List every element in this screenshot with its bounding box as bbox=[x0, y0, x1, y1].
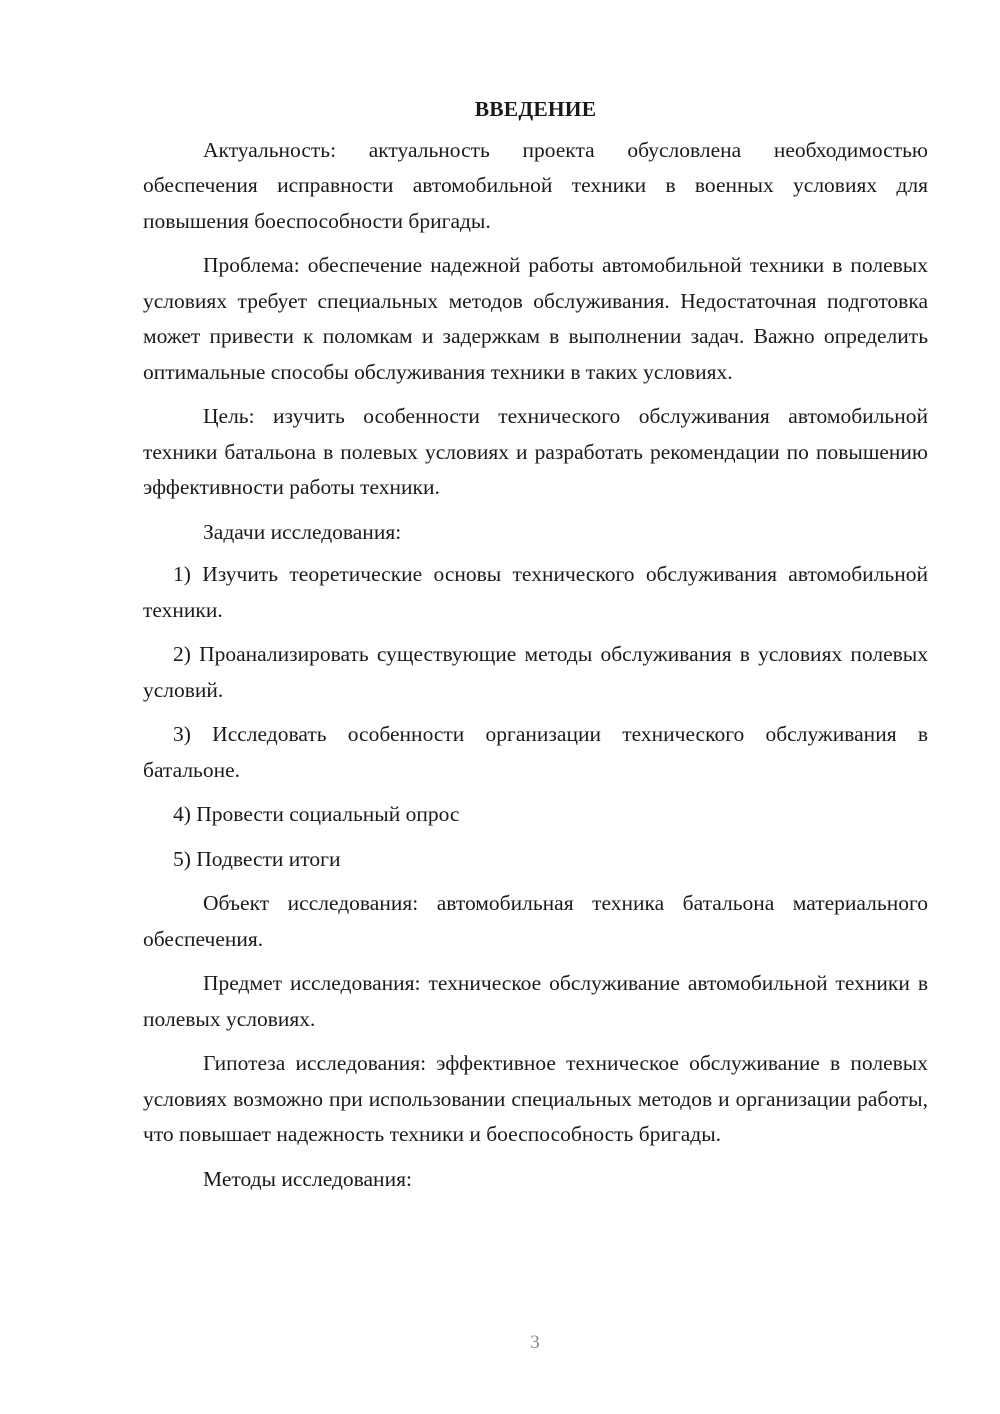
task-item-5: 5) Подвести итоги bbox=[173, 846, 341, 871]
paragraph-problem: Проблема: обеспечение надежной работы автомобильной техники в полевых условиях требует специальных методов обслуживания. Недостаточная подготовка может привести к поломкам и задержкам в выполнении задач. Важно определить оптимальные способы обслуживания техники в таких условиях. bbox=[143, 253, 928, 384]
task-item-1: 1) Изучить теоретические основы технического обслуживания автомобильной техники. bbox=[143, 562, 928, 622]
task-item-2: 2) Проанализировать существующие методы обслуживания в условиях полевых условий. bbox=[143, 642, 928, 702]
document-body bbox=[143, 92, 928, 1206]
paragraph-goal: Цель: изучить особенности технического обслуживания автомобильной техники батальона в полевых условиях и разработать рекомендации по повышению эффективности работы техники. bbox=[143, 404, 928, 499]
paragraph-subject: Предмет исследования: техническое обслуживание автомобильной техники в полевых условиях. bbox=[143, 971, 928, 1031]
paragraph-object: Объект исследования: автомобильная техника батальона материального обеспечения. bbox=[143, 891, 928, 951]
paragraph-relevance: Актуальность: актуальность проекта обусловлена необходимостью обеспечения исправности автомобильной техники в военных условиях для повышения боеспособности бригады. bbox=[143, 137, 928, 233]
page-number: 3 bbox=[530, 1332, 540, 1353]
task-item-4: 4) Провести социальный опрос bbox=[173, 802, 460, 826]
paragraph-hypothesis: Гипотеза исследования: эффективное техническое обслуживание в полевых условиях возможно при использовании специальных методов и организации работы, что повышает надежность техники и боеспособность бригады. bbox=[143, 1051, 928, 1146]
methods-heading: Методы исследования: bbox=[203, 1166, 412, 1191]
task-item-3: 3) Исследовать особенности организации технического обслуживания в батальоне. bbox=[143, 722, 928, 782]
tasks-heading: Задачи исследования: bbox=[203, 519, 402, 544]
section-title: ВВЕДЕНИЕ bbox=[474, 97, 597, 121]
